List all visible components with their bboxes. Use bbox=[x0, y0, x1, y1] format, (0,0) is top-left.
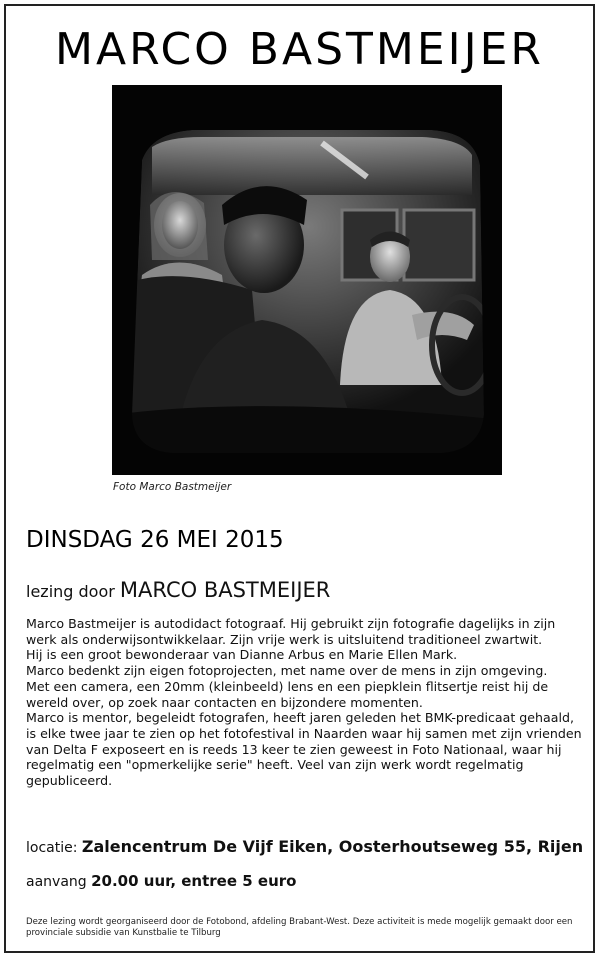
start-label: aanvang bbox=[26, 874, 92, 890]
description-paragraph: Hij is een groot bewonderaar van Dianne Arbus en Marie Ellen Mark. bbox=[26, 647, 458, 663]
location-value: Zalencentrum De Vijf Eiken, Oosterhoutseweg 55, Rijen bbox=[81, 837, 584, 856]
footer-note: Deze lezing wordt georganiseerd door de Fotobond, afdeling Brabant-West. Deze activiteit is mede mogelijk gemaakt door een provinciale subsidie van Kunstbalie te Tilburg bbox=[26, 917, 573, 938]
poster-title: MARCO BASTMEIJER bbox=[55, 24, 544, 75]
start-time bbox=[26, 872, 296, 890]
location-label: locatie: bbox=[26, 840, 82, 856]
location bbox=[26, 837, 583, 856]
lecture-speaker: MARCO BASTMEIJER bbox=[119, 578, 331, 602]
photo-caption: Foto Marco Bastmeijer bbox=[113, 481, 232, 493]
description bbox=[26, 616, 586, 789]
description-paragraph: Marco is mentor, begeleidt fotografen, heeft jaren geleden het BMK-predicaat gehaald, is elke twee jaar te zien op het fotofestival in Naarden waar hij samen met zijn vrienden van Delta F exposeert en is reeds 13 keer te zien geweest in Foto Nationaal, waar hij regelmatig een "opmerkelijke serie" heeft. Veel van zijn werk wordt regelmatig gepubliceerd. bbox=[26, 710, 582, 789]
lecture-heading bbox=[26, 578, 330, 602]
photo bbox=[112, 85, 502, 475]
description-paragraph: Marco Bastmeijer is autodidact fotograaf. Hij gebruikt zijn fotografie dagelijks in zijn werk als onderwijsontwikkelaar. Zijn vrije werk is uitsluitend traditioneel zwartwit. bbox=[26, 616, 556, 647]
description-paragraph: Marco bedenkt zijn eigen fotoprojecten, met name over de mens in zijn omgeving. bbox=[26, 663, 548, 679]
description-paragraph: Met een camera, een 20mm (kleinbeeld) lens en een piepklein flitsertje reist hij de wereld over, op zoek naar contacten en bijzondere momenten. bbox=[26, 678, 549, 710]
start-value: 20.00 uur, entree 5 euro bbox=[91, 872, 297, 890]
event-date: DINSDAG 26 MEI 2015 bbox=[26, 527, 284, 553]
car-interior-photo bbox=[112, 85, 502, 475]
poster bbox=[4, 4, 595, 953]
lecture-prefix: lezing door bbox=[26, 582, 120, 601]
